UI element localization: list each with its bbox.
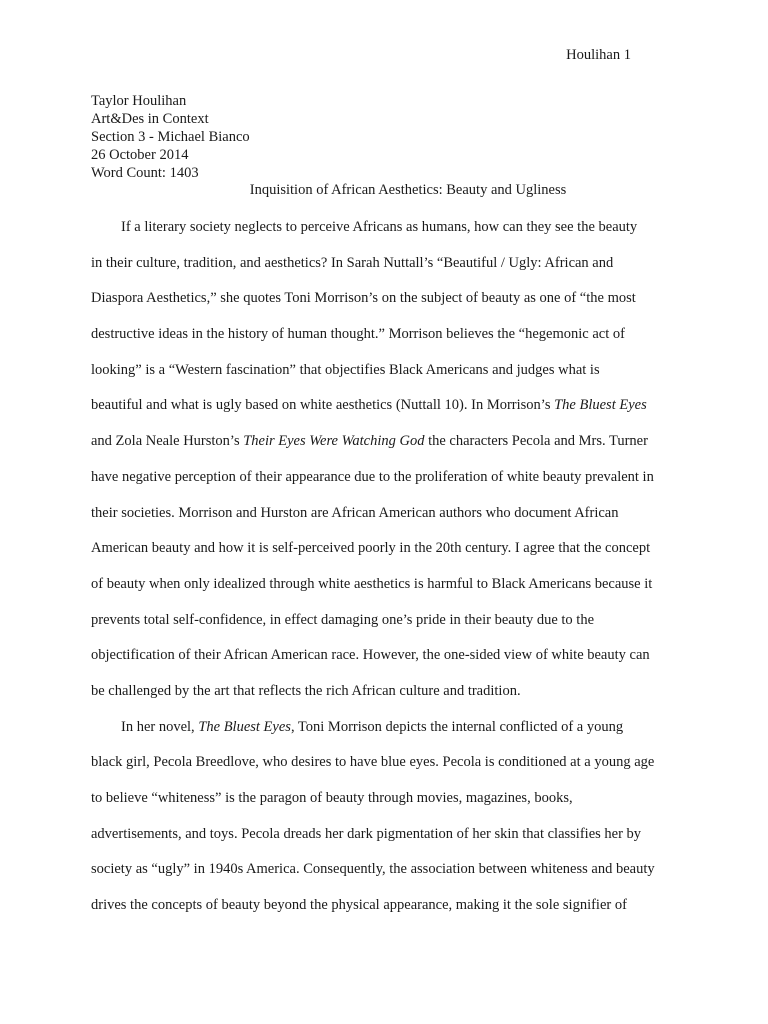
book-title-italic: The Bluest Eyes [198, 718, 291, 735]
body-text-run: the characters Pecola and Mrs. Turner [424, 433, 648, 450]
body-line: society as “ugly” in 1940s America. Consequently, the association between whiteness and beauty [91, 861, 655, 878]
body-line: of beauty when only idealized through white aesthetics is harmful to Black Americans because it [91, 575, 653, 592]
body-line: Diaspora Aesthetics,” she quotes Toni Morrison’s on the subject of beauty as one of “the most [91, 290, 636, 307]
body-line: be challenged by the art that reflects the rich African culture and tradition. [91, 682, 521, 699]
course-name: Art&Des in Context [91, 111, 209, 127]
body-line [91, 717, 691, 753]
essay-body [91, 217, 691, 931]
body-text-run: In her novel, [121, 718, 199, 735]
essay-title: Inquisition of African Aesthetics: Beauty and Ugliness [249, 182, 567, 198]
author-name: Taylor Houlihan [91, 93, 187, 109]
body-line: in their culture, tradition, and aesthetics? In Sarah Nuttall’s “Beautiful / Ugly: African and [91, 254, 614, 271]
body-line: American beauty and how it is self-perceived poorly in the 20th century. I agree that the concept [91, 540, 651, 557]
book-title-italic: Their Eyes Were Watching God [243, 433, 425, 450]
body-line [91, 395, 691, 431]
body-line: to believe “whiteness” is the paragon of beauty through movies, magazines, books, [91, 790, 573, 806]
section-instructor: Section 3 - Michael Bianco [91, 129, 250, 145]
running-header: Houlihan 1 [566, 47, 631, 63]
body-text-run: , Toni Morrison depicts the internal conflicted of a young [290, 718, 624, 735]
body-line: prevents total self-confidence, in effect damaging one’s pride in their beauty due to the [91, 611, 595, 628]
body-line: If a literary society neglects to perceive Africans as humans, how can they see the beauty [121, 219, 638, 235]
body-text-run: and Zola Neale Hurston’s [91, 433, 244, 450]
body-line: destructive ideas in the history of human thought.” Morrison believes the “hegemonic act of [91, 326, 625, 343]
body-line: looking” is a “Western fascination” that objectifies Black Americans and judges what is [91, 361, 600, 378]
body-line: drives the concepts of beauty beyond the physical appearance, making it the sole signifier of [91, 897, 627, 914]
word-count: Word Count: 1403 [91, 165, 199, 181]
date: 26 October 2014 [91, 147, 189, 163]
mla-heading [91, 92, 250, 182]
book-title-italic: The Bluest Eyes [554, 397, 647, 414]
body-line: their societies. Morrison and Hurston are African American authors who document African [91, 504, 619, 521]
body-line: black girl, Pecola Breedlove, who desires to have blue eyes. Pecola is conditioned at a young age [91, 754, 655, 771]
body-line: have negative perception of their appearance due to the proliferation of white beauty prevalent in [91, 468, 654, 485]
body-line: advertisements, and toys. Pecola dreads her dark pigmentation of her skin that classifies her by [91, 825, 642, 842]
body-line [91, 431, 691, 467]
body-line: objectification of their African American race. However, the one-sided view of white beauty can [91, 647, 650, 664]
body-text-run: beautiful and what is ugly based on white aesthetics (Nuttall 10). In Morrison’s [91, 397, 555, 414]
